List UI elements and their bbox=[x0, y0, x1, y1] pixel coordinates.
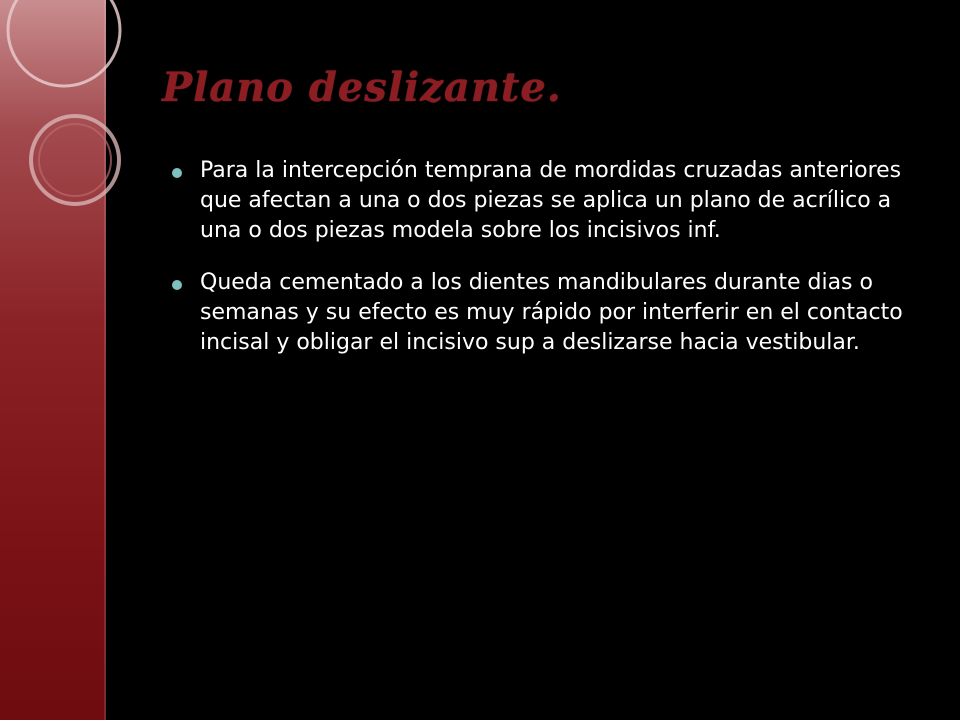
bullet-list bbox=[168, 156, 908, 380]
side-decoration-band bbox=[0, 0, 106, 720]
bullet-item bbox=[168, 268, 908, 358]
bullet-text: Queda cementado a los dientes mandibulares durante dias o semanas y su efecto es muy rápido por interferir en el contacto incisal y obligar el incisivo sup a deslizarse hacia vestibular. bbox=[200, 270, 903, 355]
bullet-text: Para la intercepción temprana de mordidas cruzadas anteriores que afectan a una o dos piezas se aplica un plano de acrílico a una o dos piezas modela sobre los incisivos inf. bbox=[200, 158, 902, 243]
bullet-item bbox=[168, 156, 908, 246]
slide-title: Plano deslizante. bbox=[162, 64, 562, 111]
bullet-dot-icon bbox=[172, 280, 182, 290]
bullet-dot-icon bbox=[172, 168, 182, 178]
